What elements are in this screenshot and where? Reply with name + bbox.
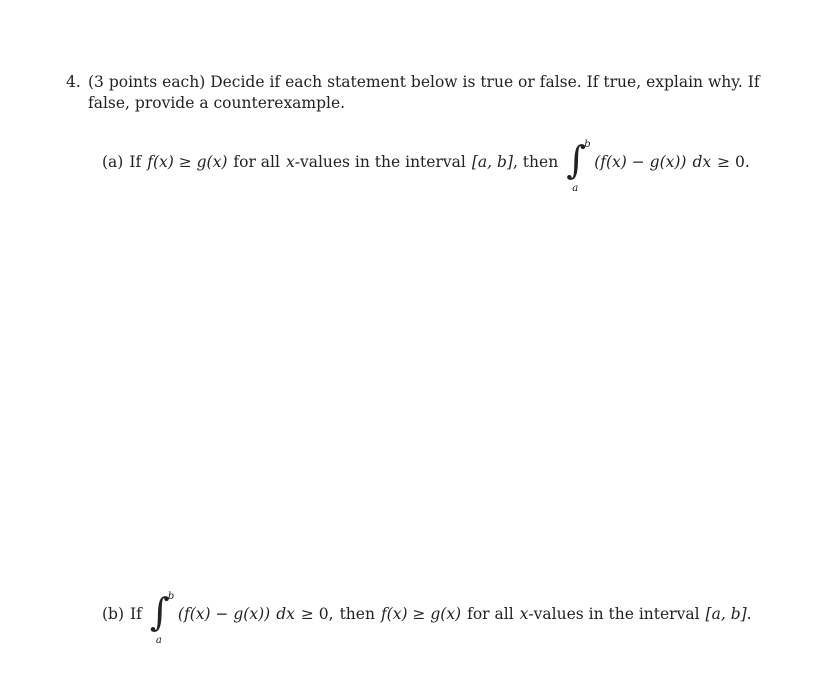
problem-statement: [66, 72, 806, 114]
problem-line-1: [66, 72, 806, 93]
part-a: [102, 138, 750, 194]
part-b-label: (b): [102, 605, 125, 623]
part-b-interval: [a, b]: [705, 605, 747, 623]
integral-lower-bound: a: [572, 183, 579, 194]
problem-text-line-1: (3 points each) Decide if each statement below is true or false. If true, explain why. If: [88, 73, 760, 91]
part-b-values-text: -values in the interval: [528, 605, 700, 623]
part-b-integral: [146, 590, 175, 646]
integral-sign: ∫: [566, 138, 586, 182]
part-b-ineq: ≥ 0,: [300, 605, 334, 623]
part-b-end: .: [746, 605, 752, 623]
part-b-then: then: [339, 605, 375, 623]
integral-sign: ∫: [149, 590, 170, 634]
part-a-label: (a): [102, 153, 124, 171]
part-a-integral: [562, 138, 591, 194]
part-b-dx: dx: [276, 605, 295, 623]
part-a-if: If: [129, 153, 142, 171]
part-a-xvar: x: [285, 153, 295, 171]
part-a-interval: [a, b]: [471, 153, 513, 171]
part-a-integrand: (f(x) − g(x)): [594, 153, 687, 171]
integral-lower-bound: a: [155, 635, 162, 646]
part-a-for-all: for all: [233, 153, 280, 171]
problem-text-line-2: false, provide a counterexample.: [88, 94, 346, 112]
part-b-xvar: x: [519, 605, 529, 623]
part-b: [102, 590, 752, 646]
part-b-for-all: for all: [467, 605, 514, 623]
part-a-then: , then: [512, 153, 559, 171]
part-a-dx: dx: [692, 153, 712, 171]
part-b-conclusion: f(x) ≥ g(x): [380, 605, 462, 623]
problem-number: 4.: [66, 73, 81, 91]
integral-upper-bound: b: [584, 139, 591, 150]
part-b-integrand: (f(x) − g(x)): [177, 605, 271, 623]
part-a-condition: f(x) ≥ g(x): [147, 153, 228, 171]
part-a-values-text: -values in the interval: [294, 153, 466, 171]
integral-upper-bound: b: [167, 591, 175, 602]
part-a-result: ≥ 0.: [717, 153, 750, 171]
part-b-if: If: [130, 605, 142, 623]
